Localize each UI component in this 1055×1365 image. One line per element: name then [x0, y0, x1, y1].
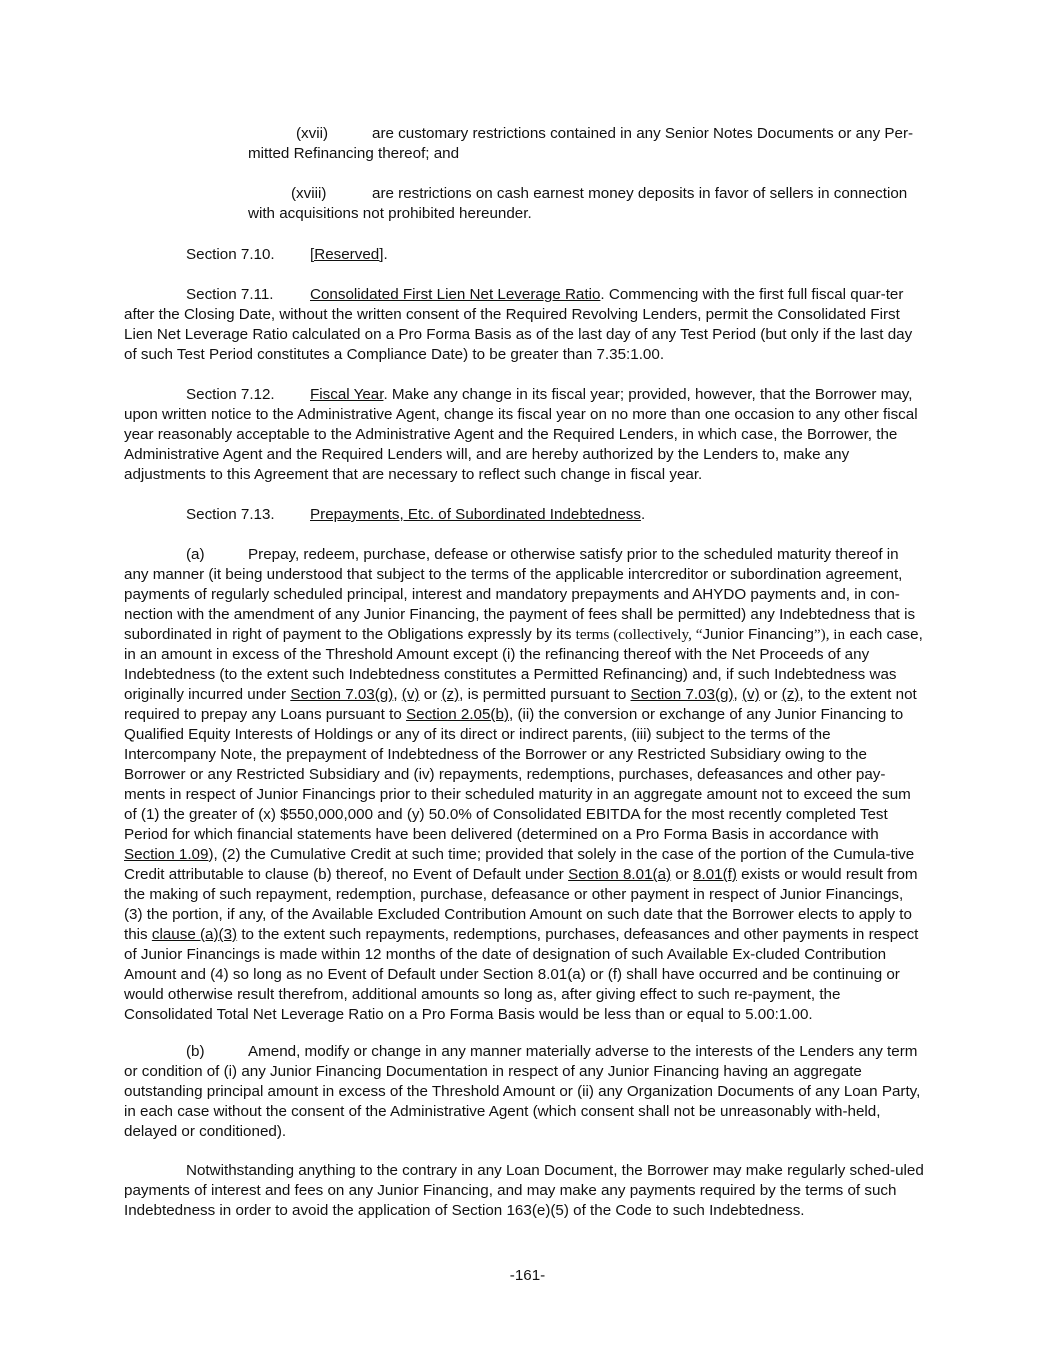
section-7-11-body: . Commencing with the first full fiscal quar-ter after the Closing Date, without the written consent of the Required Revolving Lenders, permit the Consolidated First Lien Net Leverage Ratio calculated on a Pro Forma Basis as of the last day of any Test Period (but only if the last day of such Test Period constitutes a Compliance Date) to be greater than 7.35:1.00. [124, 286, 913, 363]
ref-section-8-01a: Section 8.01(a) [568, 866, 672, 883]
ref-section-1-09: Section 1.09 [124, 846, 209, 863]
ref-v: (v) [401, 686, 420, 703]
clause-xvii-number: (xvii) [296, 125, 329, 142]
clause-xvii-continuation: mitted Refinancing thereof; and [248, 145, 460, 162]
ref-v-2: (v) [741, 686, 760, 703]
ref-clause-a3: clause (a)(3) [151, 926, 238, 943]
section-7-10-title: [Reserved] [310, 246, 384, 263]
separator-comma: , [393, 686, 402, 703]
section-7-13 [186, 505, 926, 525]
clause-xviii-number: (xviii) [291, 185, 327, 202]
page-number: -161- [509, 1267, 546, 1284]
paragraph-a-text-7: exists or would result from the making of such repayment, redemption, purchase, defeasance or other payment in respect of Junior Financings, (3) the portion, if any, of the Available Excluded Contribution Amount on such date that the Borrower elects to apply to this [124, 866, 918, 943]
section-7-13-period: . [640, 506, 646, 523]
paragraph-a-text-6: ), (2) the Cumulative Credit at such time; provided that solely in the case of the portion of the Cumula-tive Credit attributable to clause (b) thereof, no Event of Default under [124, 846, 915, 883]
paragraph-a-text-4: , to the extent not required to prepay any Loans pursuant to [124, 686, 917, 723]
paragraph-a-text-5: , (ii) the conversion or exchange of any Junior Financing to Qualified Equity Interests of Holdings or any of its direct or indirect parents, (iii) subject to the terms of the Intercompany Note, the prepayment of Indebtedness of the Borrower or any Restricted Subsidiary owing to the Borrower or any Restricted Subsidiary and (iv) repayments, redemptions, purchases, defeasances and other pay-ments in respect of Junior Financings prior to their scheduled maturity in an aggregate amount not to exceed the sum of (1) the greater of (x) $550,000,000 and (y) 50.0% of Consolidated EBITDA for the most recently completed Test Period for which financial statements have been delivered (determined on a Pro Forma Basis in accordance with [124, 706, 911, 843]
paragraph-b-text: Amend, modify or change in any manner materially adverse to the interests of the Lenders any term or condition of (i) any Junior Financing Documentation in respect of any Junior Financing having an aggregate outstanding principal amount in excess of the Threshold Amount or (ii) any Organization Documents of any Loan Party, in each case without the consent of the Administrative Agent (which consent shall not be unreasonably with-held, delayed or conditioned). [124, 1043, 921, 1140]
separator-or: or [759, 686, 782, 703]
clause-xviii-text: are restrictions on cash earnest money deposits in favor of sellers in connection [372, 185, 908, 202]
clause-xvii-text: are customary restrictions contained in any Senior Notes Documents or any Per- [372, 125, 914, 142]
ref-8-01f: 8.01(f) [693, 866, 737, 883]
section-7-11 [124, 285, 924, 365]
paragraph-a [124, 545, 924, 1025]
paragraph-notwithstanding [124, 1161, 924, 1221]
separator-comma: , [733, 686, 742, 703]
ref-z-2: (z) [781, 686, 800, 703]
paragraph-a-text-2: each case, in an amount in excess of the Threshold Amount except (i) the refinancing thereof with the Net Proceeds of any Indebtedness (to the extent such Indebtedness constitutes a Permitted Refinancing) and, if such Indebtedness was originally incurred under [124, 626, 923, 703]
section-7-13-number: Section 7.13. [186, 506, 275, 523]
separator-or: or [671, 866, 694, 883]
paragraph-a-text-8: to the extent such repayments, redemptions, purchases, defeasances and other payments in respect of Junior Financings is made within 12 months of the date of designation of such Available Ex-cluded Contribution Amount and (4) so long as no Event of Default under Section 8.01(a) or (f) shall have occurred and be continuing or would otherwise result therefrom, additional amounts so long as, after giving effect to such re-payment, the Consolidated Total Net Leverage Ratio on a Pro Forma Basis would be less than or equal to 5.00:1.00. [124, 926, 919, 1023]
clause-xviii-continuation: with acquisitions not prohibited hereunder. [248, 205, 532, 222]
section-7-12-number: Section 7.12. [186, 386, 275, 403]
paragraph-b-label: (b) [186, 1043, 205, 1060]
separator-or: or [419, 686, 442, 703]
paragraph-a-text-1: Prepay, redeem, purchase, defease or otherwise satisfy prior to the scheduled maturity thereof in any manner (it being understood that subject to the terms of the applicable intercreditor or subordination agreement, payments of regularly scheduled principal, interest and mandatory prepayments and AHYDO payments and, in con-nection with the amendment of any Junior Financing, the payment of fees shall be permitted) any Indebtedness that is subordinated in right of payment to the Obligations expressly by its [124, 546, 916, 643]
section-7-10 [186, 245, 926, 265]
section-7-10-period: . [383, 246, 388, 263]
section-7-11-title: Consolidated First Lien Net Leverage Ratio [310, 286, 601, 303]
section-7-12-title: Fiscal Year [310, 386, 384, 403]
paragraph-a-terms: terms (collectively, “ [575, 626, 703, 643]
ref-section-2-05b: Section 2.05(b) [406, 706, 509, 723]
paragraph-a-junior-financing-term: Junior Financing [702, 626, 814, 643]
ref-z: (z) [441, 686, 460, 703]
section-7-10-number: Section 7.10. [186, 246, 275, 263]
clause-xviii [248, 184, 924, 224]
paragraph-a-terms-close: ”), in [813, 626, 846, 643]
paragraph-b [124, 1042, 924, 1142]
section-7-13-title: Prepayments, Etc. of Subordinated Indebtedness [310, 506, 641, 523]
section-7-12-body: . Make any change in its fiscal year; provided, however, that the Borrower may, upon written notice to the Administrative Agent, change its fiscal year on no more than one occasion to any other fiscal year reasonably acceptable to the Administrative Agent and the Required Lenders, in which case, the Borrower, the Administrative Agent and the Required Lenders will, and are hereby authorized by the Lenders to, make any adjustments to this Agreement that are necessary to reflect such change in fiscal year. [124, 386, 918, 483]
ref-section-7-03g: Section 7.03(g) [290, 686, 394, 703]
clause-xvii [248, 124, 924, 164]
paragraph-notwithstanding-text: Notwithstanding anything to the contrary in any Loan Document, the Borrower may make regularly sched-uled payments of interest and fees on any Junior Financing, and may make any payments required by the terms of such Indebtedness in order to avoid the application of Section 163(e)(5) of the Code to such Indebtedness. [124, 1162, 924, 1219]
paragraph-a-label: (a) [186, 546, 205, 563]
section-7-11-number: Section 7.11. [186, 286, 274, 303]
paragraph-a-text-3: , is permitted pursuant to [459, 686, 631, 703]
ref-section-7-03g-2: Section 7.03(g) [630, 686, 734, 703]
section-7-12 [124, 385, 924, 485]
